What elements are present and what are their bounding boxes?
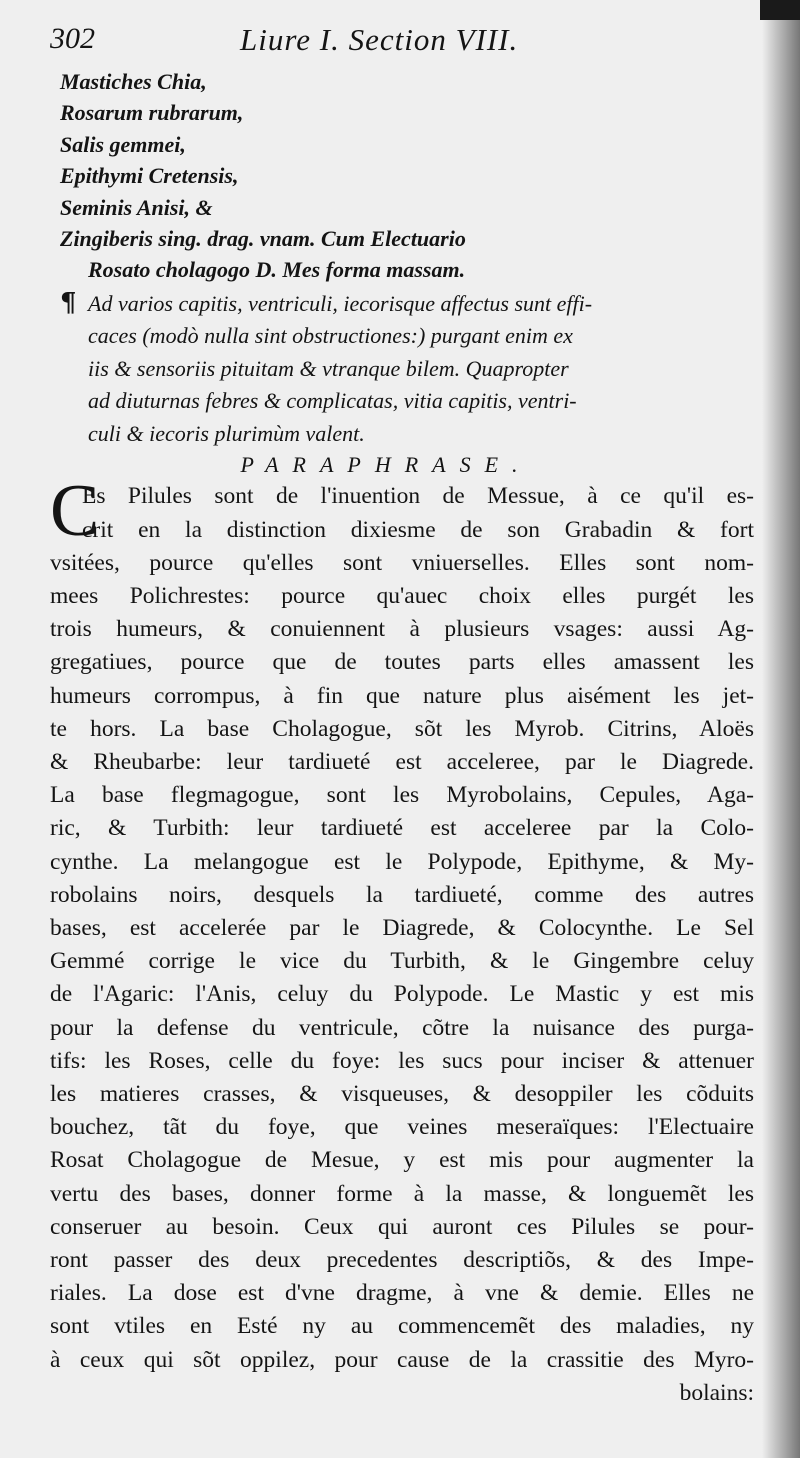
recipe-line: Rosato cholagogo D. Mes forma massam.: [88, 257, 466, 283]
drop-cap: C: [50, 470, 100, 553]
recipe-line: Epithymi Cretensis,: [60, 163, 239, 189]
recipe-line: Salis gemmei,: [60, 131, 186, 157]
running-head: Liure I. Section VIII.: [240, 22, 519, 57]
paragraph-line: Es Pilules sont de l'inuention de Messue, à ce qu'il es-: [82, 483, 754, 510]
paragraph-line: bouchez, tãt du foye, que veines meseraïques: l'Electuaire: [50, 1114, 754, 1141]
paragraph-line: à ceux qui sõt oppilez, pour cause de la crassitie des Myro-: [50, 1346, 754, 1373]
paragraph-line: La base flegmagogue, sont les Myrobolains, Cepules, Aga-: [50, 782, 754, 809]
paragraph-line: vsitées, pource qu'elles sont vniuerselles. Elles sont nom-: [50, 549, 754, 576]
page-number: 302: [50, 22, 95, 55]
paragraph-line: gregatiues, pource que de toutes parts elles amassent les: [50, 649, 754, 676]
paragraph-line: vertu des bases, donner forme à la masse, & longuemẽt les: [50, 1180, 754, 1207]
spine-shadow: [762, 0, 800, 1458]
recipe-line: Rosarum rubrarum,: [60, 100, 244, 126]
note-line: iis & sensoriis pituitam & vtranque bilem. Quapropter: [88, 355, 569, 381]
recipe-line: Zingiberis sing. drag. vnam. Cum Electuario: [60, 226, 466, 252]
section-title: PARAPHRASE.: [240, 452, 532, 478]
note-line: caces (modò nulla sint obstructiones:) purgant enim ex: [88, 323, 573, 349]
paragraph-line: robolains noirs, desquels la tardiueté, comme des autres: [50, 881, 754, 908]
paragraph-line: & Rheubarbe: leur tardiueté est acceleree, par le Diagrede.: [50, 748, 754, 775]
paragraph-line: bolains:: [679, 1379, 754, 1406]
page-content: [50, 18, 762, 1438]
note-line: ad diuturnas febres & complicatas, vitia capitis, ventri-: [88, 388, 577, 414]
paragraph-line: Rosat Cholagogue de Mesue, y est mis pour augmenter la: [50, 1147, 754, 1174]
note-line: Ad varios capitis, ventriculi, iecorisque affectus sunt effi-: [88, 290, 593, 316]
paragraph-line: humeurs corrompus, à fin que nature plus aisément les jet-: [50, 682, 754, 709]
pilcrow-mark: ¶: [60, 287, 77, 318]
paragraph-line: pour la defense du ventricule, cõtre la nuisance des purga-: [50, 1014, 754, 1041]
latin-note: [50, 288, 762, 451]
paragraph-line: les matieres crasses, & visqueuses, & desoppiler les cõduits: [50, 1081, 754, 1107]
page-header: [50, 18, 762, 66]
paragraph-line: conseruer au besoin. Ceux qui auront ces Pilules se pour-: [50, 1213, 754, 1240]
recipe-line: Mastiches Chia,: [60, 69, 207, 94]
paragraph-line: trois humeurs, & conuiennent à plusieurs vsages: aussi Ag-: [50, 616, 754, 643]
paragraph-line: bases, est accelerée par le Diagrede, & Colocynthe. Le Sel: [50, 914, 754, 941]
note-line: culi & iecoris plurimùm valent.: [88, 420, 365, 446]
paragraph-line: ric, & Turbith: leur tardiueté est acceleree par la Colo-: [50, 815, 754, 842]
paragraph-line: Gemmé corrige le vice du Turbith, & le Gingembre celuy: [50, 948, 754, 975]
paragraph-line: mees Polichrestes: pource qu'auec choix elles purgét les: [50, 582, 754, 609]
paragraph-line: te hors. La base Cholagogue, sõt les Myrob. Citrins, Aloës: [50, 715, 754, 742]
paraphrase-text: [50, 470, 762, 1410]
paragraph-line: sont vtiles en Esté ny au commencemẽt des maladies, ny: [50, 1313, 754, 1340]
paragraph-line: de l'Agaric: l'Anis, celuy du Polypode. Le Mastic y est mis: [50, 981, 754, 1008]
paragraph-line: tifs: les Roses, celle du foye: les sucs pour inciser & attenuer: [50, 1047, 754, 1074]
page-corner-shadow: [760, 0, 800, 20]
recipe-line: Seminis Anisi, &: [60, 194, 213, 220]
paragraph-line: crit en la distinction dixiesme de son Grabadin & fort: [82, 516, 754, 543]
recipe-block: [60, 66, 762, 286]
paragraph-line: cynthe. La melangogue est le Polypode, Epithyme, & My-: [50, 848, 754, 875]
paragraph-line: ront passer des deux precedentes descriptiõs, & des Impe-: [50, 1247, 754, 1274]
paragraph-line: riales. La dose est d'vne dragme, à vne & demie. Elles ne: [50, 1280, 754, 1307]
